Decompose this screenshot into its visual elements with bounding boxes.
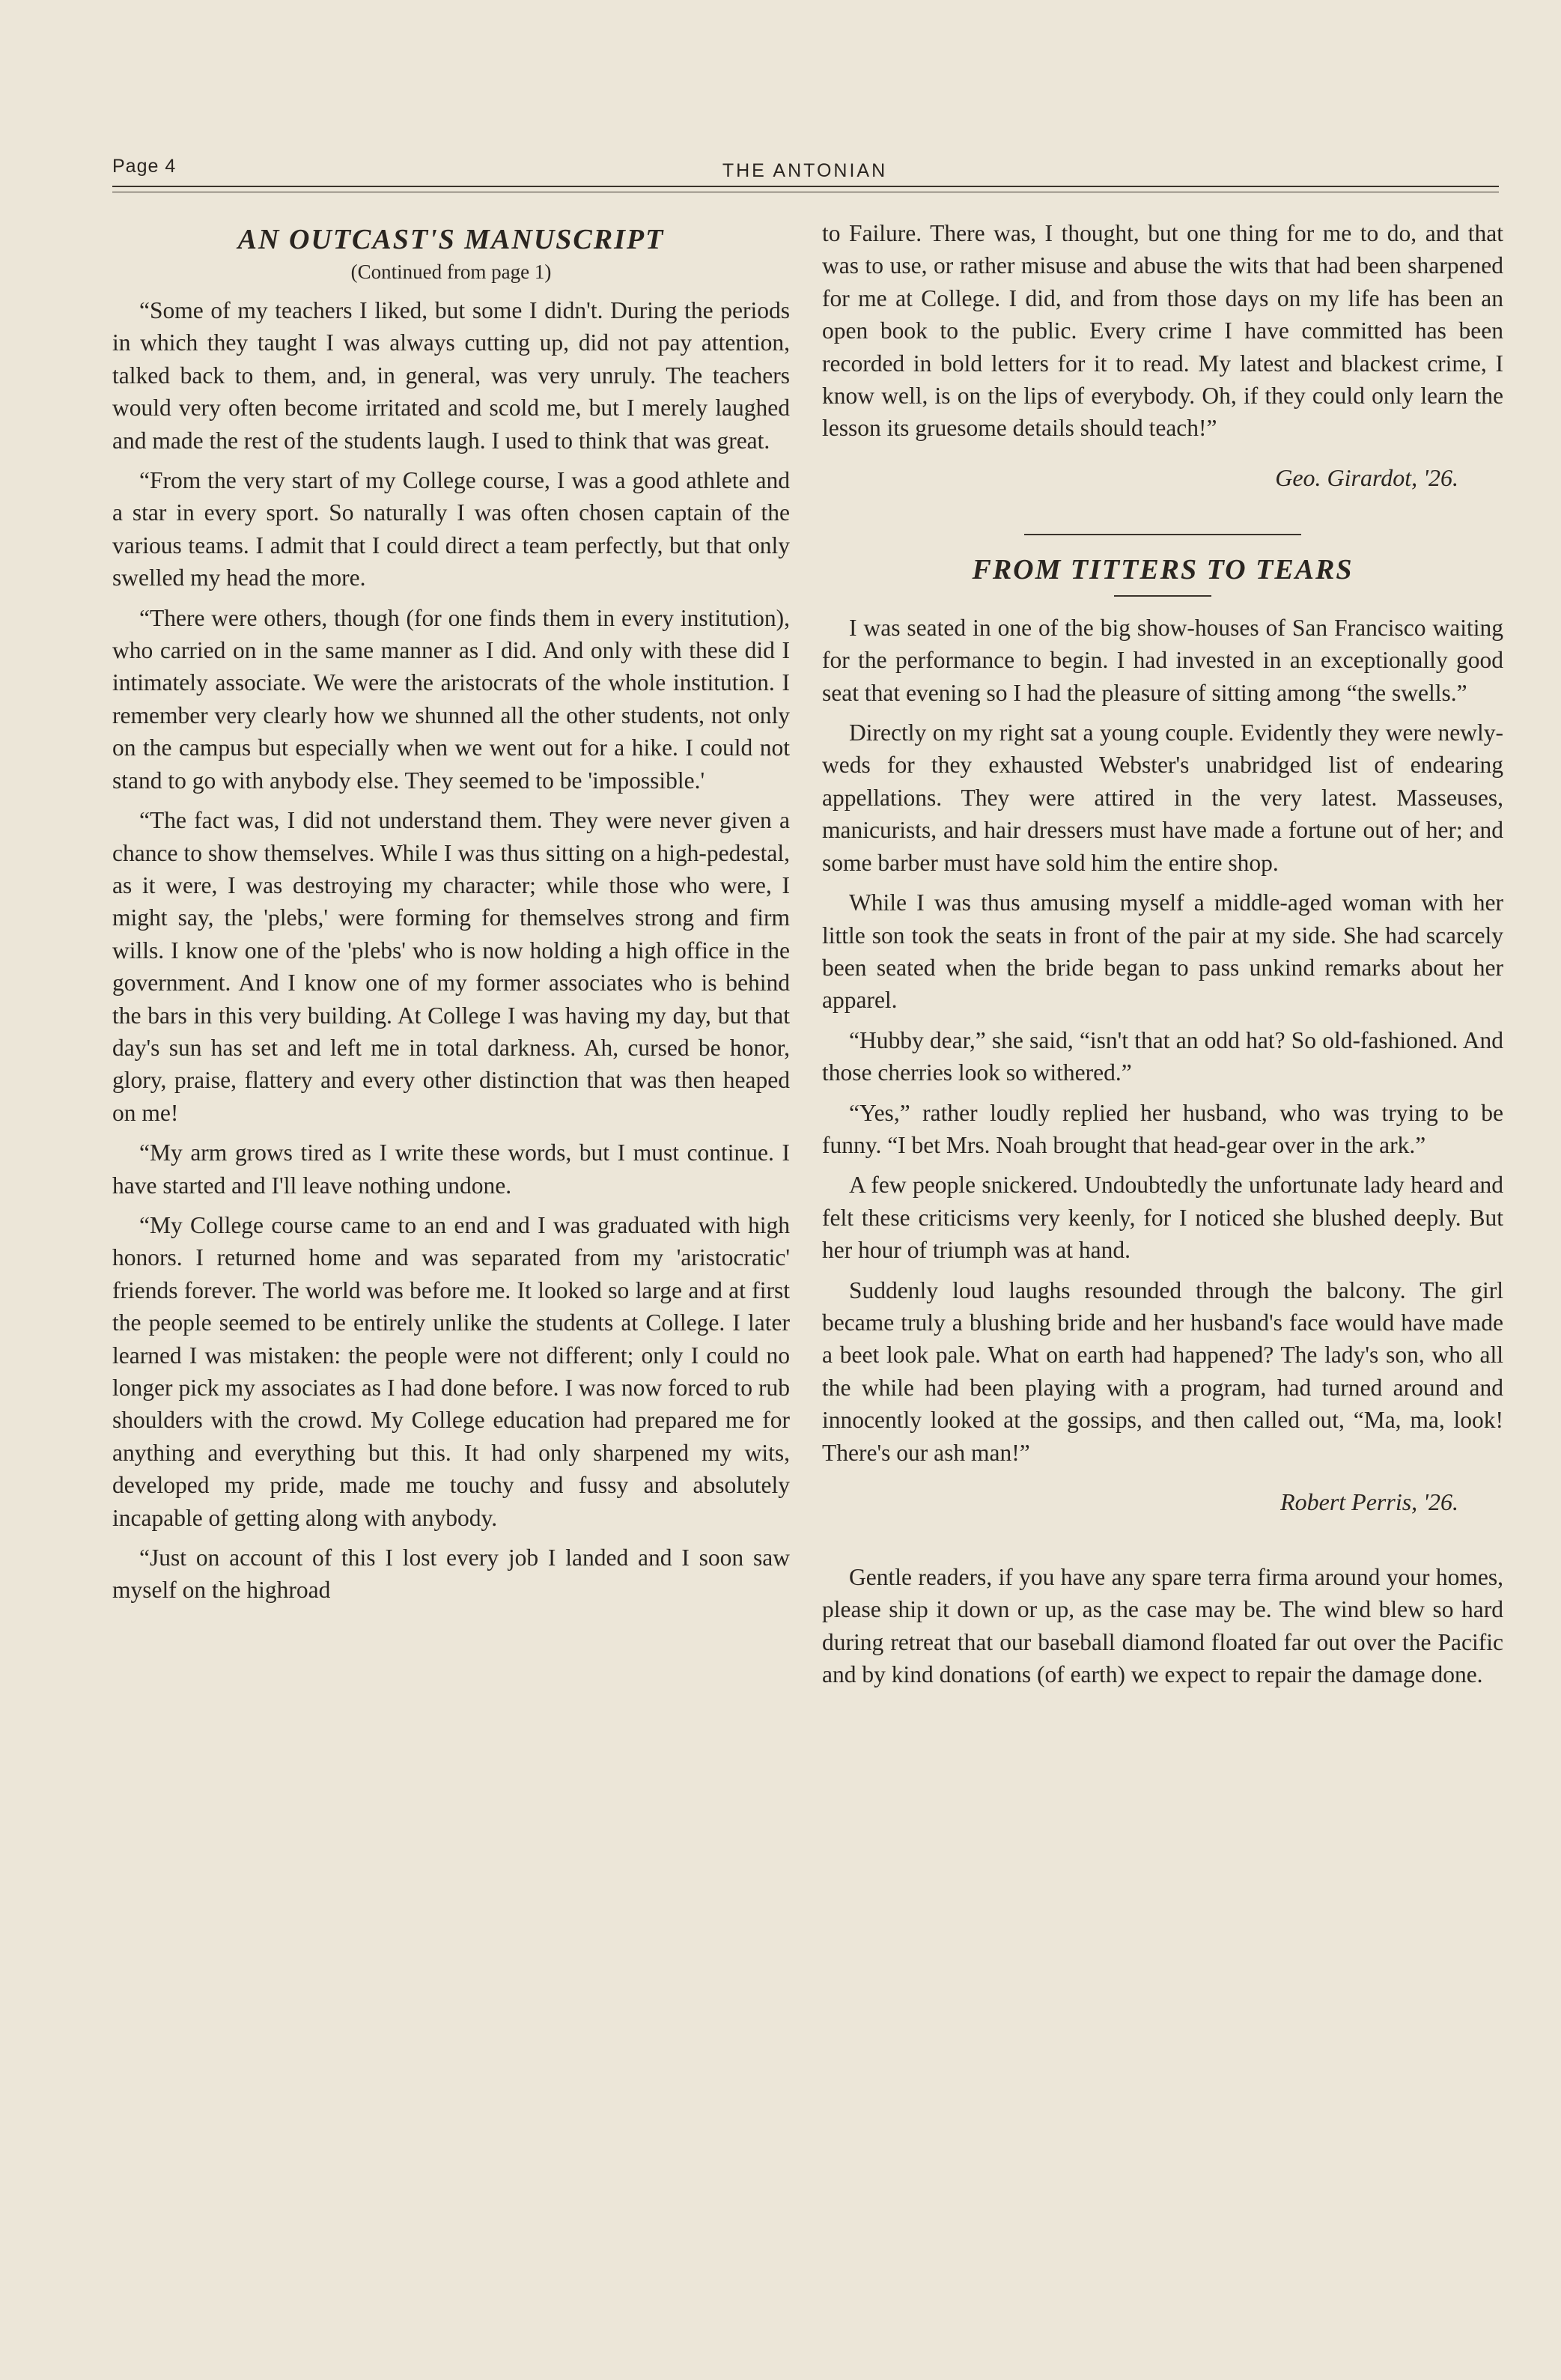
article-paragraph: “My College course came to an end and I was graduated with high honors. I returned home and was separated from my 'aristocratic' friends forever. The world was before me. It looked so large and at first the people seemed to be entirely unlike the students at College. I later learned I was mistaken: the people were not different; only I could no longer pick my associates as I had done before. I was now forced to rub shoulders with the crowd. My College education had prepared me for anything and everything but this. It had only sharpened my wits, developed my pride, made me touchy and fussy and absolutely incapable of getting along with anybody.: [112, 1211, 790, 1531]
article-paragraph: Suddenly loud laughs resounded through the balcony. The girl became truly a blushing bride and her husband's face would have made a beet look pale. What on earth had happened? The lady's son, who all the while had been playing with a program, had turned around and innocently looked at the gossips, and then called out, “Ma, ma, look! There's our ash man!”: [822, 1276, 1503, 1466]
right-column: [822, 217, 1503, 1691]
article-paragraph: “Just on account of this I lost every job I landed and I soon saw myself on the highroad: [112, 1544, 790, 1604]
article-paragraph: Directly on my right sat a young couple. Evidently they were newly-weds for they exhausted Webster's unabridged list of endearing appellations. They were attired in the very latest. Masseuses, manicurists, and hair dressers must have made a fortune out of her; and some barber must have sold him the entire shop.: [822, 719, 1503, 876]
publication-title: THE ANTONIAN: [722, 160, 888, 181]
article-title: AN OUTCAST'S MANUSCRIPT: [237, 224, 665, 255]
article-title: FROM TITTERS TO TEARS: [972, 553, 1354, 585]
article-paragraph: “The fact was, I did not understand them. They were never given a chance to show themselves. While I was thus sitting on a high-pedestal, as it were, I was destroying my character; while those who were, I might say, the 'plebs,' were forming for themselves strong and firm wills. I know one of the 'plebs' who is now holding a high office in the government. And I know one of my former associates who is behind the bars in this very building. At College I was having my day, but that day's sun has set and left me in total darkness. Ah, cursed be honor, glory, praise, flattery and every other distinction that was then heaped on me!: [112, 807, 790, 1126]
article-paragraph: “Some of my teachers I liked, but some I didn't. During the periods in which they taught I was always cutting up, did not pay attention, talked back to them, and, in general, was very unruly. The teachers would very often become irritated and scold me, but I merely laughed and made the rest of the students laugh. I used to think that was great.: [112, 297, 790, 454]
page-number: Page 4: [112, 156, 177, 177]
article-paragraph: A few people snickered. Undoubtedly the unfortunate lady heard and felt these criticisms very keenly, for I noticed she blushed deeply. But her hour of triumph was at hand.: [822, 1172, 1503, 1264]
spacer: [822, 1516, 1503, 1561]
article-paragraph: “Yes,” rather loudly replied her husband, who was trying to be funny. “I bet Mrs. Noah brought that head-gear over in the ark.”: [822, 1099, 1503, 1158]
notice-paragraph: Gentle readers, if you have any spare terra firma around your homes, please ship it down or up, as the case may be. The wind blew so hard during retreat that our baseball diamond floated far out over the Pacific and by kind donations (of earth) we expect to repair the damage done.: [822, 1564, 1503, 1688]
article-paragraph: “From the very start of my College course, I was a good athlete and a star in every sport. So naturally I was often chosen captain of the various teams. I admit that I could direct a team perfectly, but that only swelled my head the more.: [112, 467, 790, 591]
page-header: [112, 156, 1497, 186]
continued-note: (Continued from page 1): [350, 261, 552, 283]
title-underline: [1114, 595, 1211, 597]
article-author: Robert Perris, '26.: [1280, 1488, 1458, 1515]
article-paragraph: I was seated in one of the big show-houses of San Francisco waiting for the performance to begin. I had invested in an exceptionally good seat that evening so I had the pleasure of sitting among “the swells.”: [822, 614, 1503, 706]
article-paragraph: “My arm grows tired as I write these words, but I must continue. I have started and I'll leave nothing undone.: [112, 1139, 790, 1199]
header-rule: [112, 186, 1499, 187]
article-continuation: to Failure. There was, I thought, but one thing for me to do, and that was to use, or rather misuse and abuse the wits that had been sharpened for me at College. I did, and from those days on my life has been an open book to the public. Every crime I have committed has been recorded in bold letters for it to read. My latest and blackest crime, I know well, is on the lips of everybody. Oh, if they could only learn the lesson its gruesome details should teach!”: [822, 220, 1503, 442]
left-column: [112, 217, 790, 1607]
article-author: Geo. Girardot, '26.: [1275, 463, 1458, 491]
section-divider: [1024, 534, 1301, 535]
article-paragraph: “There were others, though (for one finds them in every institution), who carried on in the same manner as I did. And only with these did I intimately associate. We were the aristocrats of the whole institution. I remember very clearly how we shunned all the other students, not only on the campus but especially when we went out for a hike. I could not stand to go with anybody else. They seemed to be 'impossible.': [112, 604, 790, 794]
article-two: [822, 553, 1503, 1516]
article-paragraph: While I was thus amusing myself a middle-aged woman with her little son took the seats in front of the pair at my side. She had scarcely been seated when the bride began to pass unkind remarks about her apparel.: [822, 889, 1503, 1014]
article-paragraph: “Hubby dear,” she said, “isn't that an odd hat? So old-fashioned. And those cherries look so withered.”: [822, 1026, 1503, 1086]
